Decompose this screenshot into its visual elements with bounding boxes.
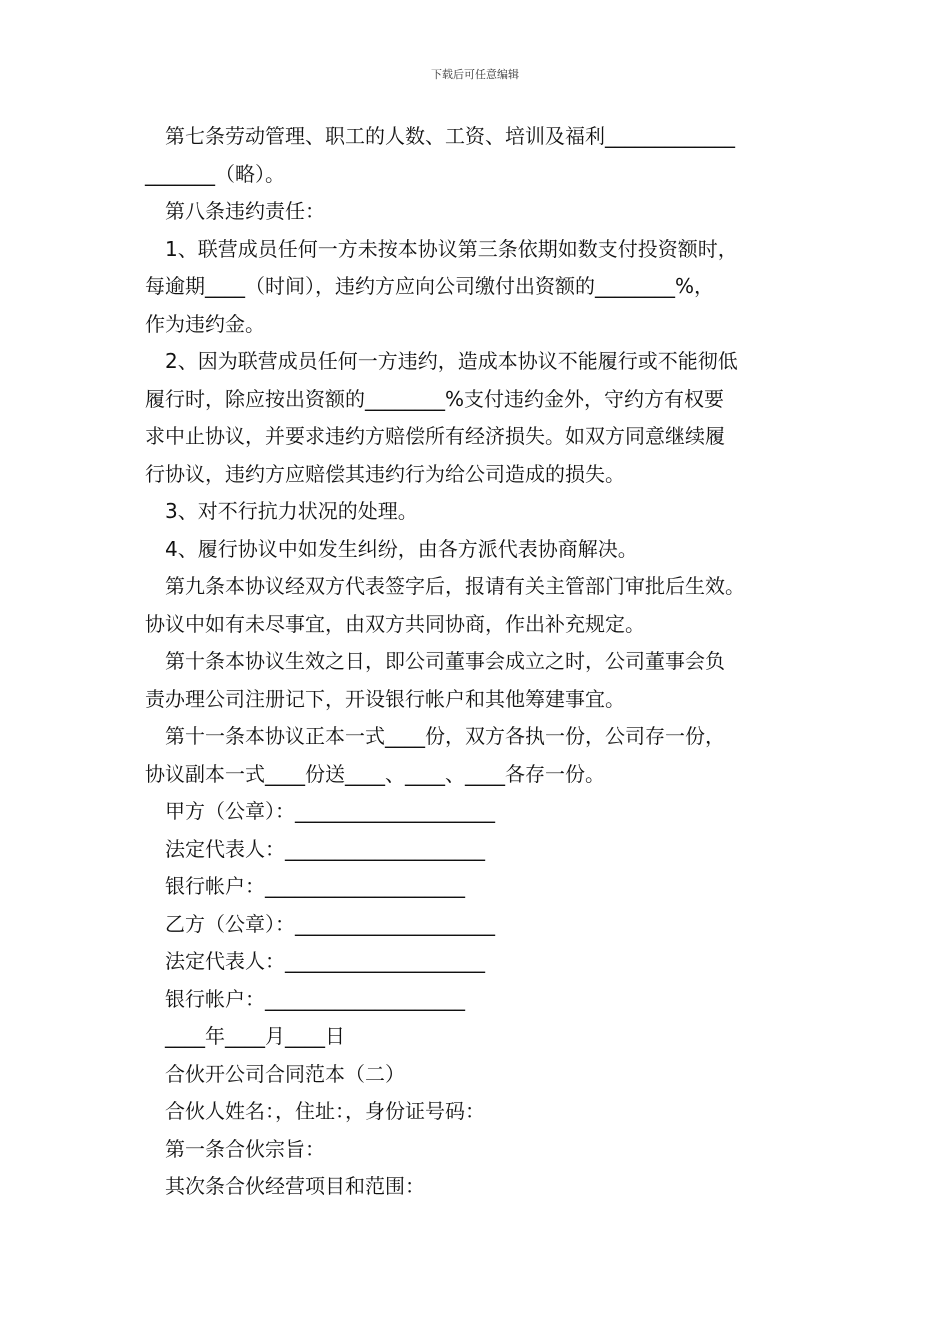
document-line: 第八条违约责任： [165, 199, 325, 223]
document-line: 作为违约金。 [145, 311, 265, 336]
document-line: 其次条合伙经营项目和范围： [165, 1174, 425, 1198]
document-line: 甲方（公章）：____________________ [165, 799, 495, 823]
document-line: 银行帐户：____________________ [165, 986, 465, 1011]
document-line: 第七条劳动管理、职工的人数、工资、培训及福利_____________ [165, 124, 735, 148]
document-line: 协议中如有未尽事宜，由双方共同协商，作出补充规定。 [145, 611, 645, 636]
document-line: 合伙开公司合同范本（二） [165, 1061, 405, 1086]
document-line: 责办理公司注册记下，开设银行帐户和其他筹建事宜。 [145, 686, 625, 711]
document-line: 4、履行协议中如发生纠纷，由各方派代表协商解决。 [165, 536, 638, 561]
document-line: 乙方（公章）：____________________ [165, 911, 495, 936]
document-line: 求中止协议，并要求违约方赔偿所有经济损失。如双方同意继续履 [145, 424, 725, 448]
document-line: 第十条本协议生效之日，即公司董事会成立之时，公司董事会负 [165, 649, 725, 673]
document-line: 第九条本协议经双方代表签字后，报请有关主管部门审批后生效。 [165, 574, 745, 598]
document-line: 3、对不行抗力状况的处理。 [165, 499, 418, 523]
document-line: 第十一条本协议正本一式____份，双方各执一份，公司存一份， [165, 724, 725, 748]
document-line: 银行帐户：____________________ [165, 874, 465, 898]
document-line: 法定代表人：____________________ [165, 949, 485, 973]
document-line: _______（略）。 [145, 161, 285, 186]
document-line: 履行时，除应按出资额的________%支付违约金外，守约方有权要 [145, 386, 725, 411]
document-line: 法定代表人：____________________ [165, 836, 485, 861]
document-line: 1、联营成员任何一方未按本协议第三条依期如数支付投资额时， [165, 236, 738, 261]
document-line: 合伙人姓名：，住址：，身份证号码： [165, 1099, 485, 1123]
document-body [145, 118, 835, 1206]
document-line: 每逾期____（时间），违约方应向公司缴付出资额的________%， [145, 274, 715, 298]
document-line: ____年____月____日 [165, 1024, 345, 1048]
document-line: 协议副本一式____份送____、____、____各存一份。 [145, 761, 605, 786]
document-line: 2、因为联营成员任何一方违约，造成本协议不能履行或不能彻低 [165, 349, 738, 373]
document-line: 第一条合伙宗旨： [165, 1136, 325, 1161]
document-line: 行协议，违约方应赔偿其违约行为给公司造成的损失。 [145, 461, 625, 486]
page-header-note: 下载后可任意编辑 [431, 68, 519, 81]
